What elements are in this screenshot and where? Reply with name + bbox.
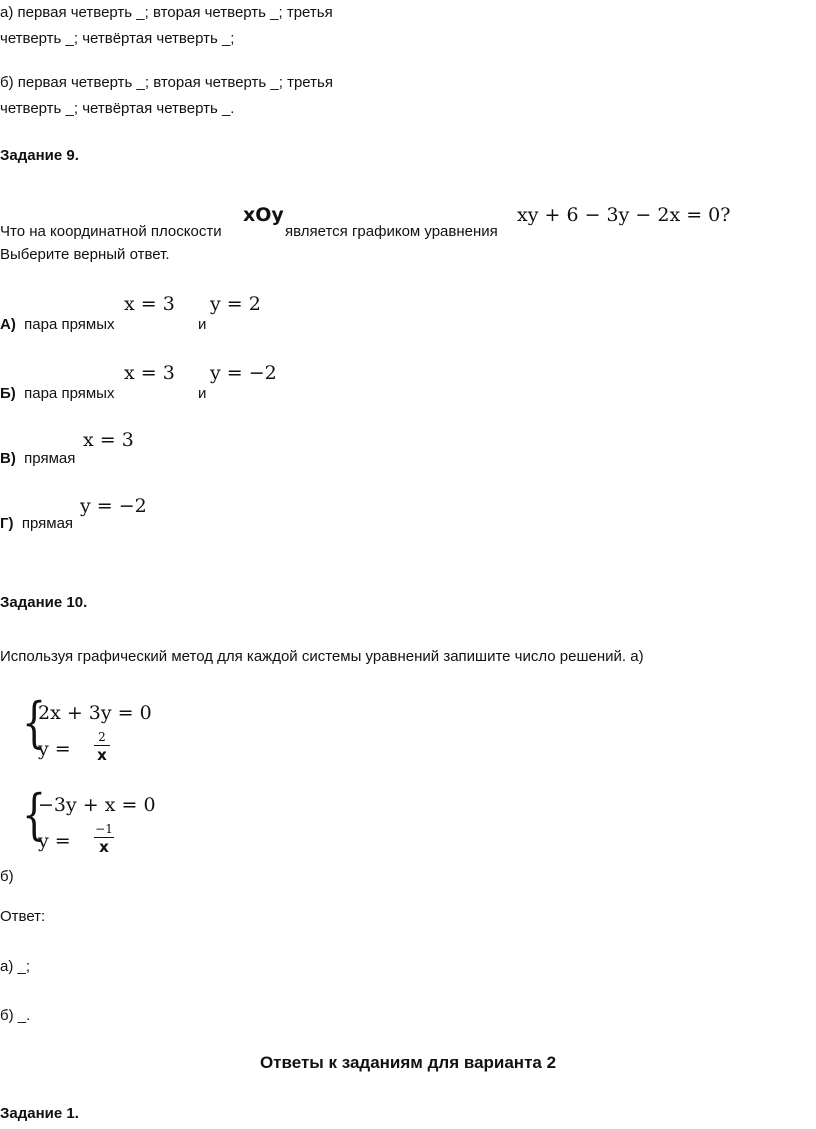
system-a-eq2-left: y =	[38, 738, 71, 760]
option-a-and: и	[198, 316, 207, 333]
option-v-text: прямая	[24, 450, 76, 467]
option-b-math2: y = −2	[210, 362, 277, 384]
option-b-letter: Б)	[0, 385, 16, 402]
system-a-fraction-den: x	[97, 746, 107, 764]
option-g-text: прямая	[21, 515, 74, 532]
quarters-line-a2: четверть _; четвёртая четверть _;	[0, 30, 235, 47]
system-b-eq2-left: y =	[38, 830, 71, 852]
task10-title: Задание 10.	[0, 594, 88, 611]
option-b-math1: x = 3	[124, 362, 175, 384]
task9-instruction: Выберите верный ответ.	[0, 246, 170, 263]
quarters-line-b1: б) первая четверть _; вторая четверть _; третья	[0, 74, 333, 91]
answers-heading: Ответы к заданиям для варианта 2	[259, 1053, 557, 1072]
system-a-fraction-num: 2	[98, 730, 106, 744]
task10-label-b: б)	[0, 868, 14, 885]
task1-title: Задание 1.	[0, 1105, 79, 1122]
answer-a: а) _;	[0, 958, 31, 975]
task9-equation: xy + 6 − 3y − 2x = 0?	[517, 204, 731, 226]
system-b-brace: {	[22, 783, 47, 846]
system-a-brace: {	[22, 691, 47, 754]
option-a	[0, 316, 115, 334]
option-g-math1: y = −2	[80, 495, 147, 517]
task9-plane-label: xOy	[243, 204, 284, 226]
task9-title: Задание 9.	[0, 147, 79, 164]
option-a-text: пара прямых	[24, 316, 115, 333]
system-b-eq1: −3y + x = 0	[38, 794, 156, 816]
system-b-fraction	[94, 823, 114, 855]
option-b-and: и	[198, 385, 207, 402]
option-v	[0, 450, 75, 468]
option-g	[0, 515, 73, 533]
option-g-letter: Г)	[0, 515, 14, 532]
option-b	[0, 385, 114, 403]
option-v-math1: x = 3	[83, 429, 134, 451]
task9-question-start: Что на координатной плоскости	[0, 223, 222, 240]
task9-question-mid: является графиком уравнения	[285, 223, 498, 240]
option-v-letter: В)	[0, 450, 16, 467]
system-a-fraction	[94, 731, 110, 763]
system-a-eq1: 2x + 3y = 0	[38, 702, 152, 724]
system-b-fraction-den: x	[99, 838, 109, 856]
option-a-math1: x = 3	[124, 293, 175, 315]
quarters-line-b2: четверть _; четвёртая четверть _.	[0, 100, 235, 117]
task10-instruction: Используя графический метод для каждой системы уравнений запишите число решений. а)	[0, 648, 644, 665]
system-b-fraction-num: −1	[95, 822, 113, 836]
option-b-text: пара прямых	[24, 385, 115, 402]
option-a-letter: А)	[0, 316, 16, 333]
option-a-math2: y = 2	[210, 293, 261, 315]
quarters-line-a1: а) первая четверть _; вторая четверть _; третья	[0, 4, 333, 21]
answer-b: б) _.	[0, 1007, 31, 1024]
answer-label: Ответ:	[0, 908, 46, 925]
